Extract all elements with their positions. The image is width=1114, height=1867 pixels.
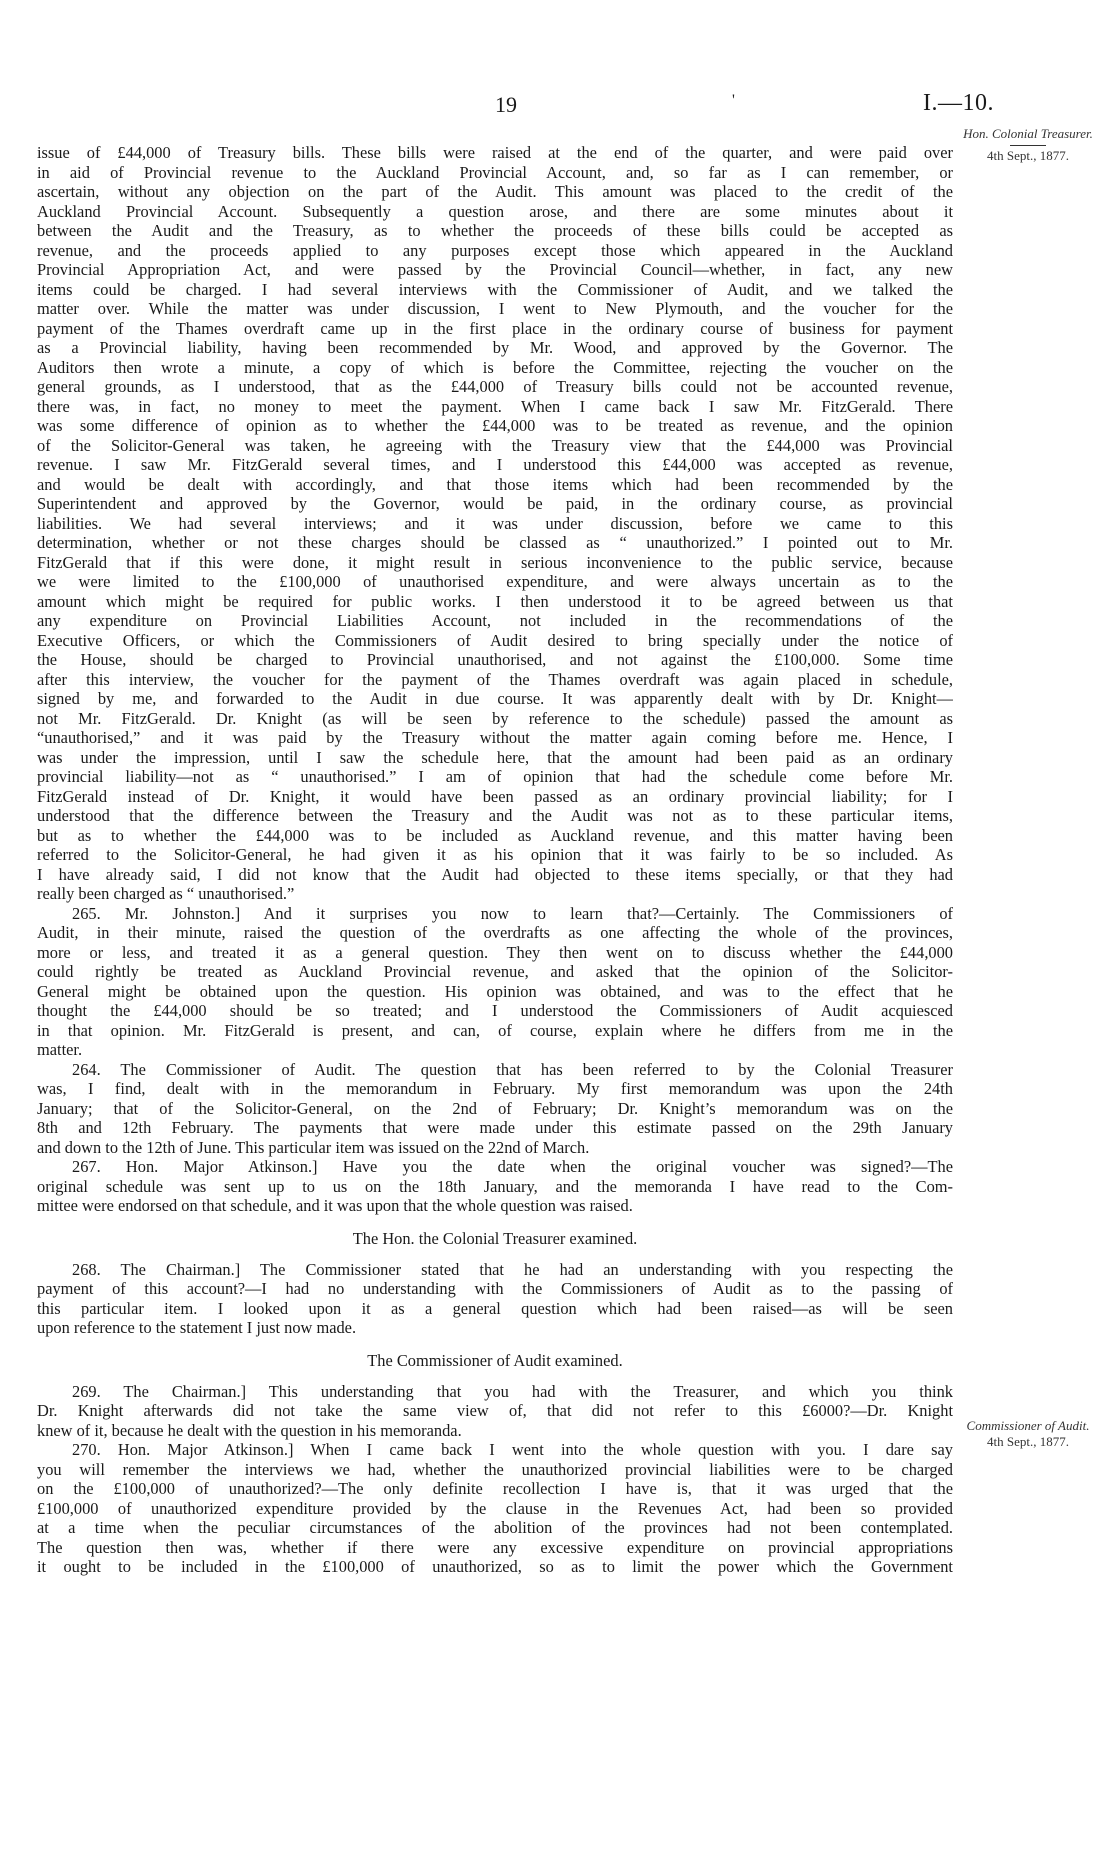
text-line: January; that of the Solicitor-General, on the 2nd of February; Dr. Knight’s memorandum was on the bbox=[37, 1098, 953, 1118]
text-line: any expenditure on Provincial Liabilities Account, not included in the recommendations of the bbox=[37, 611, 953, 630]
question-264-line: 264. The Commissioner of Audit. The question that has been referred to by the Colonial Treasurer bbox=[72, 1059, 953, 1079]
text-line: Dr. Knight afterwards did not take the same view of, that did not refer to this £6000?—Dr. Knight bbox=[37, 1401, 953, 1420]
text-line: this particular item. I looked upon it as a general question which had been raised—as will be seen bbox=[37, 1298, 953, 1318]
text-line: matter over. While the matter was under discussion, I went to New Plymouth, and the voucher for the bbox=[37, 299, 953, 318]
text-line: signed by me, and forwarded to the Audit in due course. It was apparently dealt with by Dr. Knight— bbox=[37, 689, 953, 708]
stray-mark: ' bbox=[732, 92, 735, 109]
text-line: the House, should be charged to Provincial unauthorised, and not against the £100,000. Some time bbox=[37, 650, 953, 669]
paper-reference: I.—10. bbox=[923, 90, 994, 116]
text-line: knew of it, because he dealt with the question in his memoranda. bbox=[37, 1420, 462, 1440]
question-269-line: 269. The Chairman.] This understanding that you had with the Treasurer, and which you think bbox=[72, 1381, 953, 1401]
text-line: was, I find, dealt with in the memorandum in February. My first memorandum was upon the 24th bbox=[37, 1079, 953, 1098]
text-line: items could be charged. I had several interviews with the Commissioner of Audit, and we talked the bbox=[37, 279, 953, 299]
text-line: of the Solicitor-General was taken, he agreeing with the Treasury view that the £44,000 was Provincial bbox=[37, 435, 953, 455]
section-heading-commissioner-audit: The Commissioner of Audit examined. bbox=[367, 1350, 623, 1370]
text-line: “unauthorised,” and it was paid by the Treasury without the matter again coming before me. Hence, I bbox=[37, 728, 953, 747]
text-line: matter. bbox=[37, 1040, 83, 1059]
margin-note-colonial-treasurer bbox=[958, 126, 1098, 164]
text-line: Superintendent and approved by the Governor, would be paid, in the ordinary course, as provincial bbox=[37, 494, 953, 513]
text-line: not Mr. FitzGerald. Dr. Knight (as will be seen by reference to the schedule) passed the amount as bbox=[37, 708, 953, 728]
text-line: really been charged as “ unauthorised.” bbox=[37, 884, 295, 903]
question-267-line: 267. Hon. Major Atkinson.] Have you the date when the original voucher was signed?—The bbox=[72, 1157, 953, 1176]
document-body bbox=[37, 143, 953, 1577]
text-line: on the £100,000 of unauthorized?—The only definite recollection I have is, that it was urged that the bbox=[37, 1479, 953, 1498]
question-268-line: 268. The Chairman.] The Commissioner stated that he had an understanding with you respecting the bbox=[72, 1259, 953, 1279]
text-line: liabilities. We had several interviews; and it was under discussion, before we came to this bbox=[37, 513, 953, 533]
text-line: after this interview, the voucher for the payment of the Thames overdraft was again placed in schedule, bbox=[37, 669, 953, 689]
text-line: General might be obtained upon the question. His opinion was obtained, and was to the effect that he bbox=[37, 981, 953, 1001]
text-line: you will remember the interviews we had, whether the unauthorized provincial liabilities were to be charged bbox=[37, 1459, 953, 1479]
margin-note-commissioner bbox=[958, 1418, 1098, 1450]
text-line: understood that the difference between the Treasury and the Audit was not as to these particular items, bbox=[37, 806, 953, 825]
text-line: ascertain, without any objection on the part of the Audit. This amount was placed to the credit of the bbox=[37, 182, 953, 201]
text-line: could rightly be treated as Auckland Provincial revenue, and asked that the opinion of the Solicitor- bbox=[37, 962, 953, 981]
text-line: in aid of Provincial revenue to the Auckland Provincial Account, and, so far as I can remember, or bbox=[37, 162, 953, 182]
text-line: £100,000 of unauthorized expenditure provided by the clause in the Revenues Act, had been so provided bbox=[37, 1498, 953, 1518]
text-line: thought the £44,000 should be so treated; and I understood the Commissioners of Audit acquiesced bbox=[37, 1001, 953, 1020]
margin-note-name: Commissioner of Audit. bbox=[966, 1418, 1090, 1433]
text-line: it ought to be included in the £100,000 of unauthorized, so as to limit the power which the Government bbox=[37, 1557, 953, 1576]
text-line: provincial liability—not as “ unauthorised.” I am of opinion that had the schedule come before Mr. bbox=[37, 767, 953, 786]
text-line: was under the impression, until I saw the schedule here, that the amount had been paid as an ordinary bbox=[37, 747, 953, 767]
margin-note-date: 4th Sept., 1877. bbox=[987, 1434, 1069, 1449]
text-line: payment of this account?—I had no understanding with the Commissioners of Audit as to the passing of bbox=[37, 1279, 953, 1298]
text-line: Auditors then wrote a minute, a copy of which is before the Committee, rejecting the voucher on the bbox=[37, 357, 953, 377]
text-line: general grounds, as I understood, that as the £44,000 of Treasury bills could not be accounted revenue, bbox=[37, 377, 953, 396]
margin-note-date: 4th Sept., 1877. bbox=[987, 148, 1069, 163]
text-line: at a time when the peculiar circumstances of the abolition of the provinces had not been contemplated. bbox=[37, 1518, 953, 1537]
text-line: in that opinion. Mr. FitzGerald is present, and can, of course, explain where he differs from me in the bbox=[37, 1020, 953, 1040]
text-line: Audit, in their minute, raised the question of the overdrafts as one affecting the whole of the provinces, bbox=[37, 923, 953, 942]
text-line: more or less, and treated it as a general question. They then went on to discuss whether the £44,000 bbox=[37, 942, 953, 962]
text-line: was some difference of opinion as to whether the £44,000 was to be treated as revenue, and the opinion bbox=[37, 416, 953, 435]
text-line: but as to whether the £44,000 was to be included as Auckland revenue, and this matter having been bbox=[37, 825, 953, 845]
page-number: 19 bbox=[495, 92, 517, 117]
text-line: between the Audit and the Treasury, as to whether the proceeds of these bills could be accepted as bbox=[37, 221, 953, 240]
text-line: Provincial Appropriation Act, and were passed by the Provincial Council—whether, in fact, any new bbox=[37, 260, 953, 279]
text-line: FitzGerald instead of Dr. Knight, it would have been passed as an ordinary provincial liability; for I bbox=[37, 786, 953, 806]
text-line: determination, whether or not these charges should be classed as “ unauthorized.” I pointed out to Mr. bbox=[37, 533, 953, 552]
text-line: payment of the Thames overdraft came up in the first place in the ordinary course of business for payment bbox=[37, 318, 953, 338]
margin-note-name: Hon. Colonial Treasurer. bbox=[963, 126, 1093, 141]
text-line: 8th and 12th February. The payments that were made under this estimate passed on the 29th January bbox=[37, 1118, 953, 1137]
text-line: FitzGerald that if this were done, it might result in serious inconvenience to the public service, because bbox=[37, 552, 953, 572]
text-line: I have already said, I did not know that the Audit had objected to these items specially, or that they had bbox=[37, 864, 953, 884]
text-line: revenue. I saw Mr. FitzGerald several times, and I understood this £44,000 was accepted as revenue, bbox=[37, 455, 953, 474]
text-line: revenue, and the proceeds applied to any purposes except those which appeared in the Auckland bbox=[37, 240, 953, 260]
text-line: we were limited to the £100,000 of unauthorised expenditure, and were always uncertain as to the bbox=[37, 572, 953, 591]
text-line: and would be dealt with accordingly, and that those items which had been recommended by the bbox=[37, 474, 953, 494]
text-line: original schedule was sent up to us on the 18th January, and the memoranda I have read to the Com- bbox=[37, 1176, 953, 1196]
text-line: amount which might be required for public works. I then understood it to be agreed between us that bbox=[37, 591, 953, 611]
text-line: upon reference to the statement I just now made. bbox=[37, 1318, 357, 1337]
text-line: issue of £44,000 of Treasury bills. These bills were raised at the end of the quarter, and were paid over bbox=[37, 143, 953, 162]
text-line: there was, in fact, no money to meet the payment. When I came back I saw Mr. FitzGerald. There bbox=[37, 396, 953, 416]
text-line: and down to the 12th of June. This particular item was issued on the 22nd of March. bbox=[37, 1137, 590, 1157]
text-line: as a Provincial liability, having been recommended by Mr. Wood, and approved by the Governor. The bbox=[37, 338, 953, 357]
question-270-line: 270. Hon. Major Atkinson.] When I came back I went into the whole question with you. I dare say bbox=[72, 1440, 953, 1459]
text-line: The question then was, whether if there were any excessive expenditure on provincial appropriations bbox=[37, 1537, 953, 1557]
question-265-line: 265. Mr. Johnston.] And it surprises you now to learn that?—Certainly. The Commissioners of bbox=[72, 903, 953, 923]
section-heading-colonial-treasurer: The Hon. the Colonial Treasurer examined. bbox=[352, 1228, 638, 1248]
text-line: mittee were endorsed on that schedule, and it was upon that the whole question was raised. bbox=[37, 1196, 633, 1215]
margin-rule bbox=[1010, 145, 1046, 146]
text-line: referred to the Solicitor-General, he had given it as his opinion that it was fairly to be so included. As bbox=[37, 845, 953, 864]
text-line: Auckland Provincial Account. Subsequently a question arose, and there are some minutes about it bbox=[37, 201, 953, 221]
text-line: Executive Officers, or which the Commissioners of Audit desired to bring specially under the notice of bbox=[37, 630, 953, 650]
